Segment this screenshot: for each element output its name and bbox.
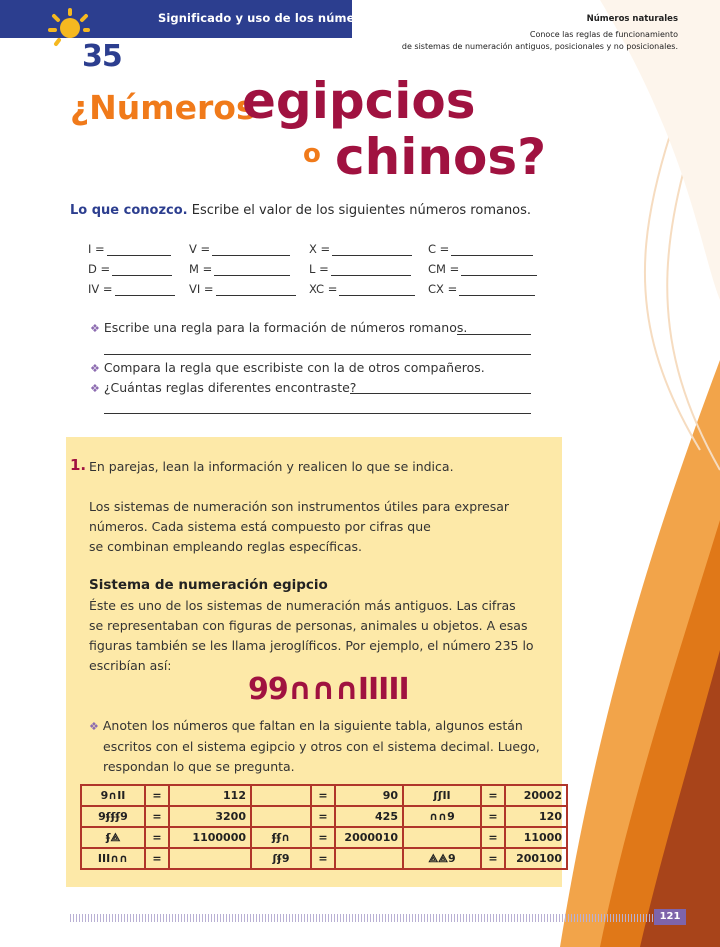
title-part-numeros: ¿Números <box>70 88 256 127</box>
decimal-cell: 11000 <box>505 827 567 848</box>
egyptian-cell[interactable] <box>251 806 311 827</box>
title-part-chinos: chinos? <box>335 128 547 186</box>
decimal-cell: 20002 <box>505 785 567 806</box>
equals-cell: = <box>145 785 169 806</box>
lesson-number: 35 <box>82 39 122 74</box>
egyptian-cell: III∩∩ <box>81 848 145 869</box>
egyptian-cell: 9∩II <box>81 785 145 806</box>
roman-item: V = <box>189 242 290 256</box>
diamond-bullet-icon: ❖ <box>90 362 100 375</box>
activity-paragraph-2: Éste es uno de los sistemas de numeración más antiguos. Las cifras se representaban con figuras de personas, animales u objetos. A esas figuras también se les llama jeroglíficos. Por ejemplo, el número 235 lo escribían así: <box>89 598 534 673</box>
lo-que-conozco-instruction: Escribe el valor de los siguientes números romanos. <box>191 203 532 218</box>
table-row <box>81 785 567 806</box>
egyptian-cell: ʃʄ9 <box>251 848 311 869</box>
bullet-cuantas: ❖ ¿Cuántas reglas diferentes encontraste? <box>90 380 357 395</box>
egyptian-cell[interactable] <box>251 785 311 806</box>
decimal-cell: 2000010 <box>335 827 403 848</box>
roman-item: C = <box>428 242 533 256</box>
table-row <box>81 827 567 848</box>
egyptian-cell: ∩∩9 <box>403 806 481 827</box>
egyptian-cell[interactable] <box>403 827 481 848</box>
equals-cell: = <box>311 785 335 806</box>
answer-line[interactable] <box>350 393 531 394</box>
roman-item: X = <box>309 242 412 256</box>
answer-line[interactable] <box>104 354 531 355</box>
egyptian-cell: ⟁⟁9 <box>403 848 481 869</box>
conversion-table <box>80 784 568 870</box>
decimal-cell[interactable] <box>335 848 403 869</box>
decimal-cell: 1100000 <box>169 827 251 848</box>
egyptian-cell: ʄ⟁ <box>81 827 145 848</box>
answer-line[interactable] <box>104 413 531 414</box>
activity-number: 1. <box>70 456 87 474</box>
objective-line-1: Conoce las reglas de funcionamiento <box>529 30 678 39</box>
egyptian-cell: ʄʄ∩ <box>251 827 311 848</box>
roman-item: M = <box>189 262 290 276</box>
decimal-cell: 120 <box>505 806 567 827</box>
equals-cell: = <box>481 848 505 869</box>
equals-cell: = <box>311 806 335 827</box>
section-title: Significado y uso de los números <box>158 11 376 25</box>
roman-item: CM = <box>428 262 537 276</box>
equals-cell: = <box>481 827 505 848</box>
subheading-egipcio: Sistema de numeración egipcio <box>89 577 328 593</box>
roman-item: L = <box>309 262 411 276</box>
equals-cell: = <box>481 806 505 827</box>
activity-bullet: ❖ Anoten los números que faltan en la siguiente tabla, algunos están escritos con el sistema egipcio y otros con el sistema decimal. Luego, respondan lo que se pregunta. <box>89 718 540 774</box>
bullet-compara: ❖ Compara la regla que escribiste con la de otros compañeros. <box>90 360 485 375</box>
equals-cell: = <box>145 848 169 869</box>
lo-que-conozco-label: Lo que conozco. <box>70 203 188 218</box>
roman-item: CX = <box>428 282 535 296</box>
table-row <box>81 806 567 827</box>
title-part-o: o <box>303 139 321 169</box>
equals-cell: = <box>311 848 335 869</box>
equals-cell: = <box>145 806 169 827</box>
equals-cell: = <box>311 827 335 848</box>
egyptian-cell: 9ʄʄʄ9 <box>81 806 145 827</box>
decimal-cell: 90 <box>335 785 403 806</box>
answer-line[interactable] <box>457 334 531 335</box>
roman-item: VI = <box>189 282 296 296</box>
roman-item: XC = <box>309 282 415 296</box>
table-row <box>81 848 567 869</box>
equals-cell: = <box>481 785 505 806</box>
activity-paragraph-1: Los sistemas de numeración son instrumentos útiles para expresar números. Cada sistema está compuesto por cifras que se combinan empleando reglas específicas. <box>89 499 510 554</box>
roman-item: D = <box>88 262 172 276</box>
activity-instruction: En parejas, lean la información y realicen lo que se indica. <box>89 459 454 474</box>
egyptian-cell: ʃʃII <box>403 785 481 806</box>
title-part-egipcios: egipcios <box>242 72 476 130</box>
roman-item: IV = <box>88 282 175 296</box>
diamond-bullet-icon: ❖ <box>90 322 100 335</box>
equals-cell: = <box>145 827 169 848</box>
objective-line-2: de sistemas de numeración antiguos, posicionales y no posicionales. <box>401 42 678 51</box>
topic-label: Números naturales <box>586 14 678 24</box>
lo-que-conozco <box>70 203 531 218</box>
diamond-bullet-icon: ❖ <box>90 382 100 395</box>
page-number: 121 <box>654 909 686 925</box>
decimal-cell: 200100 <box>505 848 567 869</box>
diamond-bullet-icon: ❖ <box>89 720 99 733</box>
bullet-regla: ❖ Escribe una regla para la formación de números romanos. <box>90 320 468 335</box>
decimal-cell[interactable] <box>169 848 251 869</box>
decimal-cell: 3200 <box>169 806 251 827</box>
egyptian-example-235: 99∩∩∩IIIII <box>248 672 409 707</box>
roman-item: I = <box>88 242 171 256</box>
decimal-cell: 425 <box>335 806 403 827</box>
footer-dots <box>70 914 656 922</box>
decimal-cell: 112 <box>169 785 251 806</box>
